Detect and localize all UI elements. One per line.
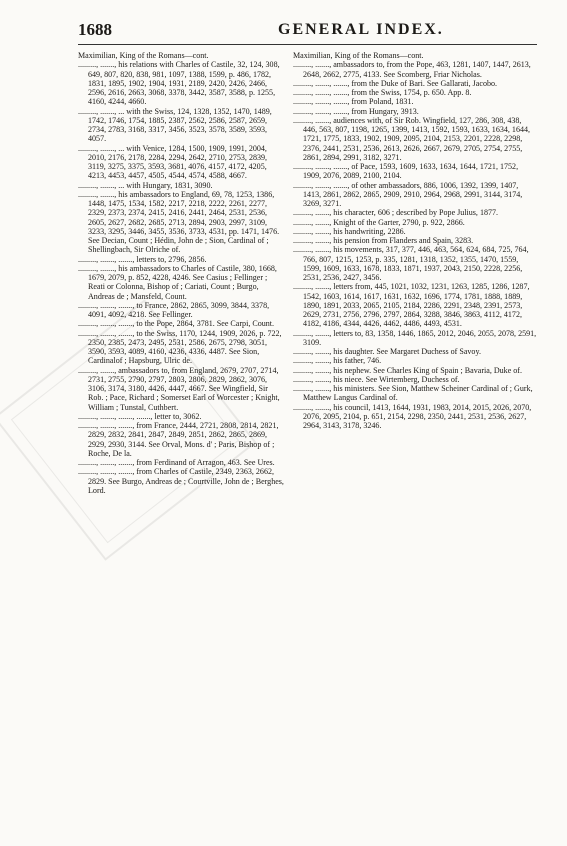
- index-entry: ........., ......., his ministers. See Sion, Matthew Scheiner Cardinal of ; Gurk, Matthew Langus Cardinal of.: [293, 384, 533, 403]
- index-entry: ........., ......., his niece. See Wirtemberg, Duchess of.: [293, 374, 460, 384]
- index-entry: ........., ......., ......., from the Swiss, 1754, p. 650. App. 8.: [293, 88, 472, 97]
- index-entry: ........., ......., ......., of other ambassadors, 886, 1006, 1392, 1399, 1407, 1413, 2861, 2862, 2865, 2909, 2910, 2964, 2968, 2991, 3144, 3174, 3269, 3271.: [293, 180, 523, 208]
- index-entry: ........., ......., ambassadors to, from England, 2679, 2707, 2714, 2731, 2755, 2790, 2797, 2803, 2806, 2829, 2862, 3076, 3106, 3174, 3180, 4426, 4447, 4667. See Wingfield, Sir Rob. ; Pace, Richard ; Somerset Earl of Worcester ; Knight, William ; Tunstal, Cuthbert.: [78, 365, 280, 412]
- index-entry: ........., ......., his character, 606 ; described by Pope Julius, 1877.: [293, 208, 499, 218]
- index-entry: ........., ......., his pension from Flanders and Spain, 3283.: [293, 236, 474, 245]
- index-entry: ........., ......., ......., from Charles of Castile, 2349, 2363, 2662, 2829. See Burgo, Andreas de ; Courtville, John de ; Berghes, Lord.: [78, 467, 284, 495]
- index-entry: ........., ......., ......., to the Swiss, 1170, 1244, 1909, 2026, p. 722, 2350, 2385, 2473, 2495, 2531, 2586, 2675, 2798, 3051, 3590, 3593, 4089, 4160, 4236, 4336, 4487. See Sion, Cardinalof ; Hapsburg, Ulric de.: [78, 328, 282, 366]
- header-rule: [78, 44, 537, 45]
- index-entry: ........., ......., ......., to France, 2862, 2865, 3099, 3844, 3378, 4091, 4092, 4218. See Fellinger.: [78, 300, 270, 319]
- index-entry: ........., ......., ......., of Pace, 1593, 1609, 1633, 1634, 1644, 1721, 1752, 1909, 2076, 2089, 2100, 2104.: [293, 162, 519, 181]
- column-heading: Maximilian, King of the Romans—cont.: [293, 51, 424, 60]
- index-entry: ........., ......., ......., from Poland, 1831.: [293, 97, 414, 107]
- index-entry: ........., ......., ... with Venice, 1284, 1500, 1909, 1991, 2004, 2010, 2176, 2178, 2284, 2294, 2642, 2710, 2753, 2839, 3119, 3275, 3375, 3593, 3681, 4076, 4157, 4172, 4205, 4213, 4453, 4457, 4505, 4544, 4574, 4588, 4667.: [78, 143, 268, 181]
- index-entry: ........., ......., letters from, 445, 1021, 1032, 1231, 1263, 1285, 1286, 1287, 1542, 1603, 1614, 1617, 1631, 1632, 1696, 1774, 1781, 1888, 1889, 1890, 1891, 2033, 2065, 2105, 2184, 2286, 2291, 2348, 2391, 2573, 2629, 2731, 2756, 2796, 2797, 2864, 3288, 3846, 3863, 4112, 4172, 4182, 4186, 4344, 4426, 4462, 4486, 4493, 4531.: [293, 282, 530, 329]
- index-entry: ........., ......., ......., letters to, 2796, 2856.: [78, 254, 207, 264]
- index-column-left: [78, 51, 284, 495]
- index-entry: ........., ......., ......., ......., letter to, 3062.: [78, 411, 202, 421]
- index-column-right: [293, 51, 537, 430]
- page-number: 1688: [78, 20, 112, 39]
- index-entry: ........., ......., his relations with Charles of Castile, 32, 124, 308, 649, 807, 820, 838, 981, 1097, 1388, 1599, p. 486, 1782, 1831, 1895, 1902, 1904, 1931, 2189, 2420, 2426, 2466, 2596, 2616, 2663, 3068, 3378, 3442, 3587, 3588, p. 1255, 4160, 4244, 4660.: [78, 60, 280, 107]
- column-heading: Maximilian, King of the Romans—cont.: [78, 51, 209, 60]
- index-entry: ........., ......., ......., from the Duke of Bari. See Gallarati, Jacobo.: [293, 78, 498, 88]
- index-entry: ........., ......., ......., to the Pope, 2864, 3781. See Carpi, Count.: [78, 319, 275, 329]
- page-header: [78, 20, 537, 44]
- index-entry: ........., ......., his movements, 317, 377, 446, 463, 564, 624, 684, 725, 764, 766, 807, 1215, 1253, p. 335, 1281, 1318, 1352, 1355, 1470, 1559, 1599, 1609, 1633, 1678, 1833, 1871, 1937, 2043, 2150, 2228, 2256, 2531, 2536, 2427, 3456.: [293, 245, 529, 282]
- index-entry: ........., ......., ambassadors to, from the Pope, 463, 1281, 1407, 1447, 2613, 2648, 2662, 2775, 4133. See Scomberg, Friar Nicholas.: [293, 60, 531, 79]
- index-entry: ........., ......., ......., from France, 2444, 2721, 2808, 2814, 2821, 2829, 2832, 2841, 2847, 2849, 2851, 2862, 2865, 2869, 2929, 2930, 3144. See Orval, Mons. d' ; Paris, Bishop of ; Roche, De la.: [78, 421, 279, 458]
- index-entry: ........., ......., ......., from Ferdinand of Arragon, 463. See Ures.: [78, 458, 275, 467]
- index-entry: ........., ......., ... with Hungary, 1831, 3090.: [78, 180, 213, 190]
- index-entry: ........., ......., ......., from Hungary, 3913.: [293, 106, 419, 116]
- index-entry: ........., ......., his handwriting, 2286.: [293, 226, 406, 236]
- index-entry: ........., ......., Knight of the Garter, 2790, p. 922, 2866.: [293, 217, 465, 227]
- index-entry: ........., ......., his father, 746.: [293, 356, 382, 366]
- page-title: GENERAL INDEX.: [278, 21, 444, 38]
- index-entry: ........., ......., his ambassadors to Charles of Castile, 380, 1668, 1679, 2079, p. 852, 4228, 4246. See Casius ; Fellinger ; Reati or Colonna, Bishop of ; Cariati, Count ; Burgo, Andreas de ; Mansfeld, Count.: [78, 263, 277, 301]
- index-entry: ........., ......., his daughter. See Margaret Duchess of Savoy.: [293, 347, 481, 356]
- index-entry: ........., ......., ... with the Swiss, 124, 1328, 1352, 1470, 1489, 1742, 1746, 1754, 1885, 2387, 2562, 2586, 2587, 2659, 2734, 2783, 3168, 3317, 3456, 3523, 3578, 3589, 3593, 4057.: [78, 106, 272, 144]
- index-entry: ........., ......., his ambassadors to England, 69, 78, 1253, 1386, 1448, 1475, 1534, 1582, 2217, 2218, 2222, 2261, 2277, 2329, 2373, 2374, 2415, 2416, 2441, 2464, 2531, 2536, 2605, 2627, 2682, 2685, 2713, 2894, 2903, 2997, 3109, 3233, 3295, 3446, 3455, 3536, 3733, 4531, pp. 1471, 1476. See Decian, Count ; Hédin, John de ; Sion, Cardinal of ; Shellingbach, Sir Olriche of.: [78, 189, 280, 255]
- index-entry: ........., ......., his nephew. See Charles King of Spain ; Bavaria, Duke of.: [293, 365, 522, 375]
- index-entry: ........., ......., letters to, 83, 1358, 1446, 1865, 2012, 2046, 2055, 2078, 2591, 3109.: [293, 328, 537, 347]
- index-entry: ........., ......., his council, 1413, 1644, 1931, 1983, 2014, 2015, 2026, 2070, 2076, 2095, 2104, p. 651, 2154, 2298, 2350, 2441, 2531, 2536, 2627, 2964, 3143, 3178, 3246.: [293, 402, 532, 430]
- index-entry: ........., ......., audiences with, of Sir Rob. Wingfield, 127, 286, 308, 438, 446, 563, 807, 1198, 1265, 1399, 1413, 1592, 1593, 1633, 1634, 1644, 1721, 1775, 1833, 1902, 1909, 2095, 2104, 2153, 2201, 2228, 2298, 2376, 2441, 2531, 2536, 2613, 2626, 2667, 2679, 2705, 2754, 2755, 2861, 2894, 2991, 3182, 3271.: [293, 115, 531, 162]
